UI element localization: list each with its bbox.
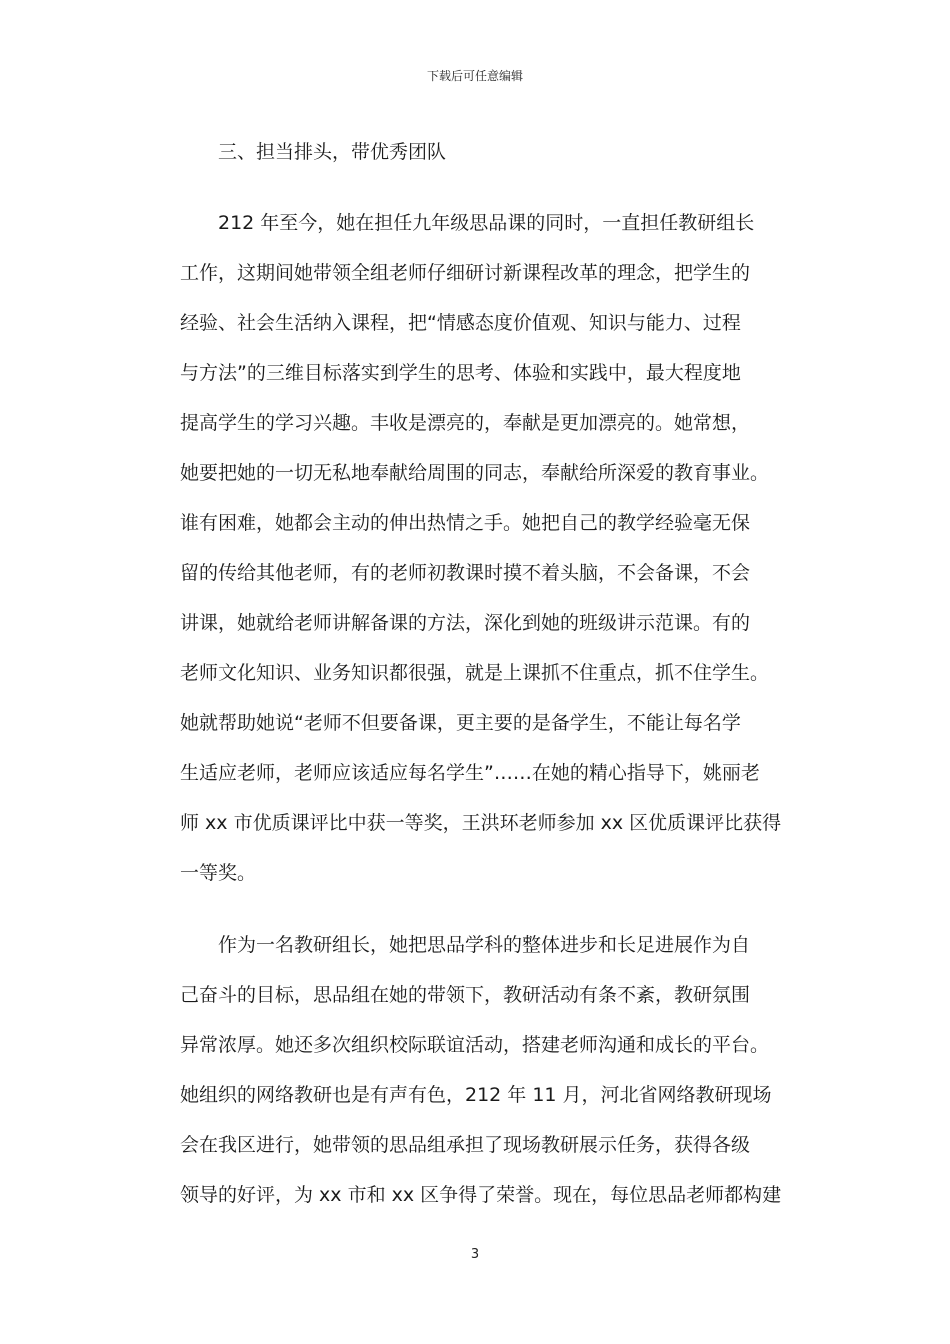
paragraph-line: 经验、社会生活纳入课程，把“情感态度价值观、知识与能力、过程 <box>180 312 741 334</box>
paragraph-line: 异常浓厚。她还多次组织校际联谊活动，搭建老师沟通和成长的平台。 <box>180 1034 770 1056</box>
paragraph-line: 师 xx 市优质课评比中获一等奖，王洪环老师参加 xx 区优质课评比获得 <box>180 812 782 834</box>
paragraph-line: 她组织的网络教研也是有声有色，212 年 11 月，河北省网络教研现场 <box>180 1084 772 1106</box>
paragraph-1 <box>180 209 780 909</box>
paragraph-line: 己奋斗的目标，思品组在她的带领下，教研活动有条不紊，教研氛围 <box>180 984 751 1006</box>
paragraph-line: 工作，这期间她带领全组老师仔细研讨新课程改革的理念，把学生的 <box>180 262 751 284</box>
paragraph-line: 作为一名教研组长，她把思品学科的整体进步和长足进展作为自 <box>218 934 751 956</box>
paragraph-line: 她要把她的一切无私地奉献给周围的同志，奉献给所深爱的教育事业。 <box>180 462 770 484</box>
paragraph-line: 与方法”的三维目标落实到学生的思考、体验和实践中，最大程度地 <box>180 362 741 384</box>
paragraph-line: 谁有困难，她都会主动的伸出热情之手。她把自己的教学经验毫无保 <box>180 512 751 534</box>
page-header-note: 下载后可任意编辑 <box>426 69 523 83</box>
paragraph-line: 讲课，她就给老师讲解备课的方法，深化到她的班级讲示范课。有的 <box>180 612 751 634</box>
section-heading: 三、担当排头，带优秀团队 <box>218 141 447 163</box>
paragraph-line: 领导的好评，为 xx 市和 xx 区争得了荣誉。现在，每位思品老师都构建 <box>180 1184 782 1206</box>
paragraph-line: 212 年至今，她在担任九年级思品课的同时，一直担任教研组长 <box>218 212 755 234</box>
paragraph-line: 会在我区进行，她带领的思品组承担了现场教研展示任务，获得各级 <box>180 1134 751 1156</box>
paragraph-line: 留的传给其他老师，有的老师初教课时摸不着头脑，不会备课，不会 <box>180 562 751 584</box>
paragraph-line: 生适应老师，老师应该适应每名学生”……在她的精心指导下，姚丽老 <box>180 762 760 784</box>
paragraph-line: 一等奖。 <box>180 862 257 884</box>
paragraph-line: 她就帮助她说“老师不但要备课，更主要的是备学生，不能让每名学 <box>180 712 741 734</box>
page-number: 3 <box>470 1247 480 1262</box>
paragraph-2 <box>180 931 780 1231</box>
paragraph-line: 老师文化知识、业务知识都很强，就是上课抓不住重点，抓不住学生。 <box>180 662 770 684</box>
paragraph-line: 提高学生的学习兴趣。丰收是漂亮的，奉献是更加漂亮的。她常想， <box>180 412 751 434</box>
